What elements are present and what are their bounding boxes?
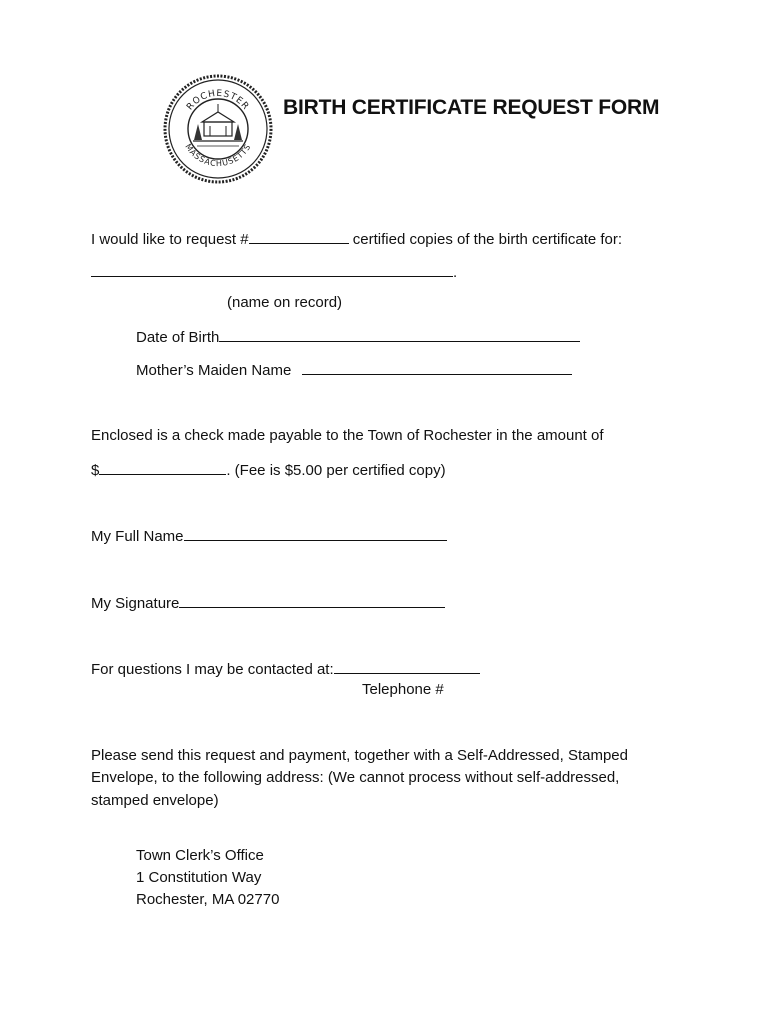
mother-maiden-name-field[interactable]	[302, 360, 572, 375]
currency-symbol: $	[91, 462, 100, 479]
telephone-caption: Telephone #	[362, 681, 444, 698]
address-line-3: Rochester, MA 02770	[136, 891, 280, 908]
instructions-line-3: stamped envelope)	[91, 792, 219, 809]
address-line-2: 1 Constitution Way	[136, 869, 262, 886]
mother-maiden-name-line	[136, 360, 572, 379]
dob-line	[136, 327, 580, 346]
copies-count-field[interactable]	[249, 229, 349, 244]
name-caption: (name on record)	[227, 294, 343, 311]
contact-line	[91, 659, 480, 678]
name-line-end: .	[453, 264, 458, 281]
request-suffix: certified copies of the birth certificate for:	[352, 231, 623, 248]
request-line	[91, 229, 622, 248]
full-name-field[interactable]	[184, 526, 447, 541]
instructions-line-2: Envelope, to the following address: (We cannot process without self-addressed,	[91, 769, 620, 786]
mother-maiden-name-label: Mother’s Maiden Name	[136, 362, 292, 379]
form-title: BIRTH CERTIFICATE REQUEST FORM	[283, 96, 660, 119]
dob-label: Date of Birth	[136, 329, 220, 346]
amount-line	[91, 460, 446, 479]
request-prefix: I would like to request #	[91, 231, 249, 248]
signature-line	[91, 593, 445, 612]
payment-text: Enclosed is a check made payable to the Town of Rochester in the amount of	[91, 427, 604, 444]
name-on-record-field[interactable]	[91, 262, 453, 277]
fee-note: . (Fee is $5.00 per certified copy)	[226, 462, 446, 479]
address-line-1: Town Clerk’s Office	[136, 847, 264, 864]
full-name-label: My Full Name	[91, 528, 184, 545]
signature-field[interactable]	[179, 593, 445, 608]
instructions-line-1: Please send this request and payment, together with a Self-Addressed, Stamped	[91, 747, 628, 764]
full-name-line	[91, 526, 447, 545]
signature-label: My Signature	[91, 595, 180, 612]
town-seal-logo	[163, 74, 273, 184]
seal-bottom-text: MASSACHUSETTS	[183, 142, 253, 169]
seal-top-text: ROCHESTER	[185, 88, 251, 113]
name-on-record-line	[91, 262, 457, 281]
telephone-field[interactable]	[334, 659, 480, 674]
amount-field[interactable]	[99, 460, 226, 475]
contact-label: For questions I may be contacted at:	[91, 661, 334, 678]
dob-field[interactable]	[219, 327, 580, 342]
